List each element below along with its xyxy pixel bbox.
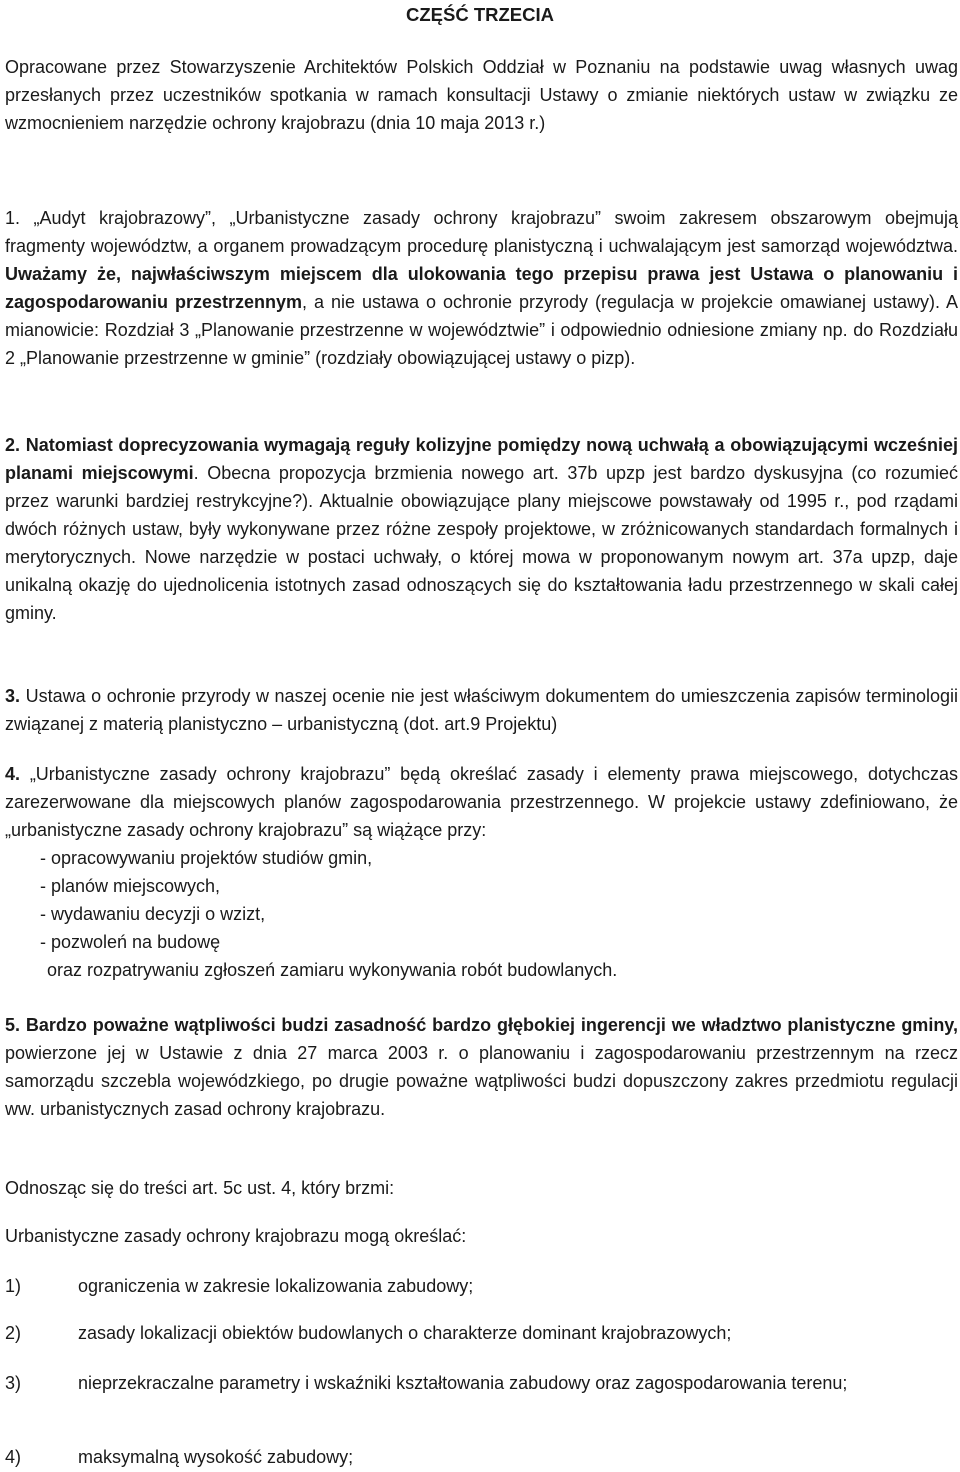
paragraph-5	[5, 1011, 958, 1123]
paragraph-1	[5, 204, 958, 372]
binding-list	[40, 844, 940, 984]
paragraph-6-text: Odnosząc się do treści art. 5c ust. 4, który brzmi:	[5, 1178, 395, 1198]
item-number: 1)	[5, 1276, 22, 1296]
paragraph-1-text-b: , a nie ustawa o ochronie przyrody (regulacja w projekcie omawianej ustawy). A mianowicie: Rozdział 3 „Planowanie przestrzenne w województwie” i odpowiednio odniesione zmiany np. do Rozdziału 2 „Planowanie przestrzenne w gminie” (rozdziały obowiązującej ustawy o pizp).	[5, 292, 958, 368]
item-text: zasady lokalizacji obiektów budowlanych o charakterze dominant krajobrazowych;	[78, 1323, 732, 1343]
numbered-item	[5, 1319, 958, 1347]
numbered-item	[5, 1369, 958, 1397]
paragraph-4-number: 4.	[5, 764, 21, 784]
intro-paragraph	[5, 53, 958, 137]
item-text: nieprzekraczalne parametry i wskaźniki kształtowania zabudowy oraz zagospodarowania terenu;	[78, 1373, 848, 1393]
paragraph-5-text: powierzone jej w Ustawie z dnia 27 marca 2003 r. o planowaniu i zagospodarowaniu przestrzennym na rzecz samorządu szczebla wojewódzkiego, po drugie poważne wątpliwości budzi dopuszczony zakres przedmiotu regulacji ww. urbanistycznych zasad ochrony krajobrazu.	[5, 1043, 958, 1119]
paragraph-7-text: Urbanistyczne zasady ochrony krajobrazu mogą określać:	[5, 1226, 467, 1246]
page-title: CZĘŚĆ TRZECIA	[406, 4, 554, 25]
list-final-line: oraz rozpatrywaniu zgłoszeń zamiaru wykonywania robót budowlanych.	[47, 960, 618, 980]
paragraph-5-bold: 5. Bardzo poważne wątpliwości budzi zasadność bardzo głębokiej ingerencji we władztwo planistyczne gminy,	[5, 1015, 958, 1035]
paragraph-2-text: . Obecna propozycja brzmienia nowego art. 37b upzp jest bardzo dyskusyjna (co rozumieć przez warunki bardziej restrykcyjne?). Aktualnie obowiązujące plany miejscowe powstawały od 1995 r., pod rządami dwóch różnych ustaw, były wykonywane przez różne zespoły projektowe, w zróżnicowanych standardach formalnych i merytorycznych. Nowe narzędzie w postaci uchwały, o której mowa w proponowanym nowym art. 37a upzp, daje unikalną okazję do ujednolicenia istotnych zasad odnoszących się do kształtowania ładu przestrzennego w skali całej gminy.	[5, 463, 958, 623]
numbered-item	[5, 1443, 958, 1471]
paragraph-4	[5, 760, 958, 844]
numbered-item	[5, 1272, 958, 1300]
list-item: - opracowywaniu projektów studiów gmin,	[40, 848, 373, 868]
list-item: - wydawaniu decyzji o wzizt,	[40, 904, 266, 924]
paragraph-2-bold: 2. Natomiast doprecyzowania wymagają reguły kolizyjne pomiędzy nową uchwałą a obowiązującymi wcześniej planami miejscowymi	[5, 435, 958, 483]
item-text: ograniczenia w zakresie lokalizowania zabudowy;	[78, 1276, 474, 1296]
item-text: maksymalną wysokość zabudowy;	[78, 1447, 354, 1467]
paragraph-1-text-a: 1. „Audyt krajobrazowy”, „Urbanistyczne zasady ochrony krajobrazu” swoim zakresem obszarowym obejmują fragmenty województw, a organem prowadzącym procedurę planistyczną i uchwalającym jest samorząd województwa.	[5, 208, 958, 256]
item-number: 3)	[5, 1373, 22, 1393]
list-item: - pozwoleń na budowę	[40, 932, 221, 952]
paragraph-4-text: „Urbanistyczne zasady ochrony krajobrazu” będą określać zasady i elementy prawa miejscowego, dotychczas zarezerwowane dla miejscowych planów zagospodarowania przestrzennego. W projekcie ustawy zdefiniowano, że „urbanistyczne zasady ochrony krajobrazu” są wiążące przy:	[5, 764, 958, 840]
item-number: 4)	[5, 1447, 22, 1467]
paragraph-6	[5, 1174, 958, 1202]
paragraph-2	[5, 431, 958, 627]
intro-text: Opracowane przez Stowarzyszenie Architektów Polskich Oddział w Poznaniu na podstawie uwag własnych uwag przesłanych przez uczestników spotkania w ramach konsultacji Ustawy o zmianie niektórych ustaw w związku ze wzmocnieniem narzędzie ochrony krajobrazu (dnia 10 maja 2013 r.)	[5, 57, 958, 133]
paragraph-1-bold: Uważamy że, najwłaściwszym miejscem dla ulokowania tego przepisu prawa jest Ustawa o planowaniu i zagospodarowaniu przestrzennym	[5, 264, 958, 312]
item-number: 2)	[5, 1323, 22, 1343]
paragraph-3-number: 3.	[5, 686, 21, 706]
paragraph-3	[5, 682, 958, 738]
paragraph-3-text: Ustawa o ochronie przyrody w naszej ocenie nie jest właściwym dokumentem do umieszczenia zapisów terminologii związanej z materią planistyczno – urbanistyczną (dot. art.9 Projektu)	[5, 686, 958, 734]
list-item: - planów miejscowych,	[40, 876, 221, 896]
paragraph-7	[5, 1222, 958, 1250]
